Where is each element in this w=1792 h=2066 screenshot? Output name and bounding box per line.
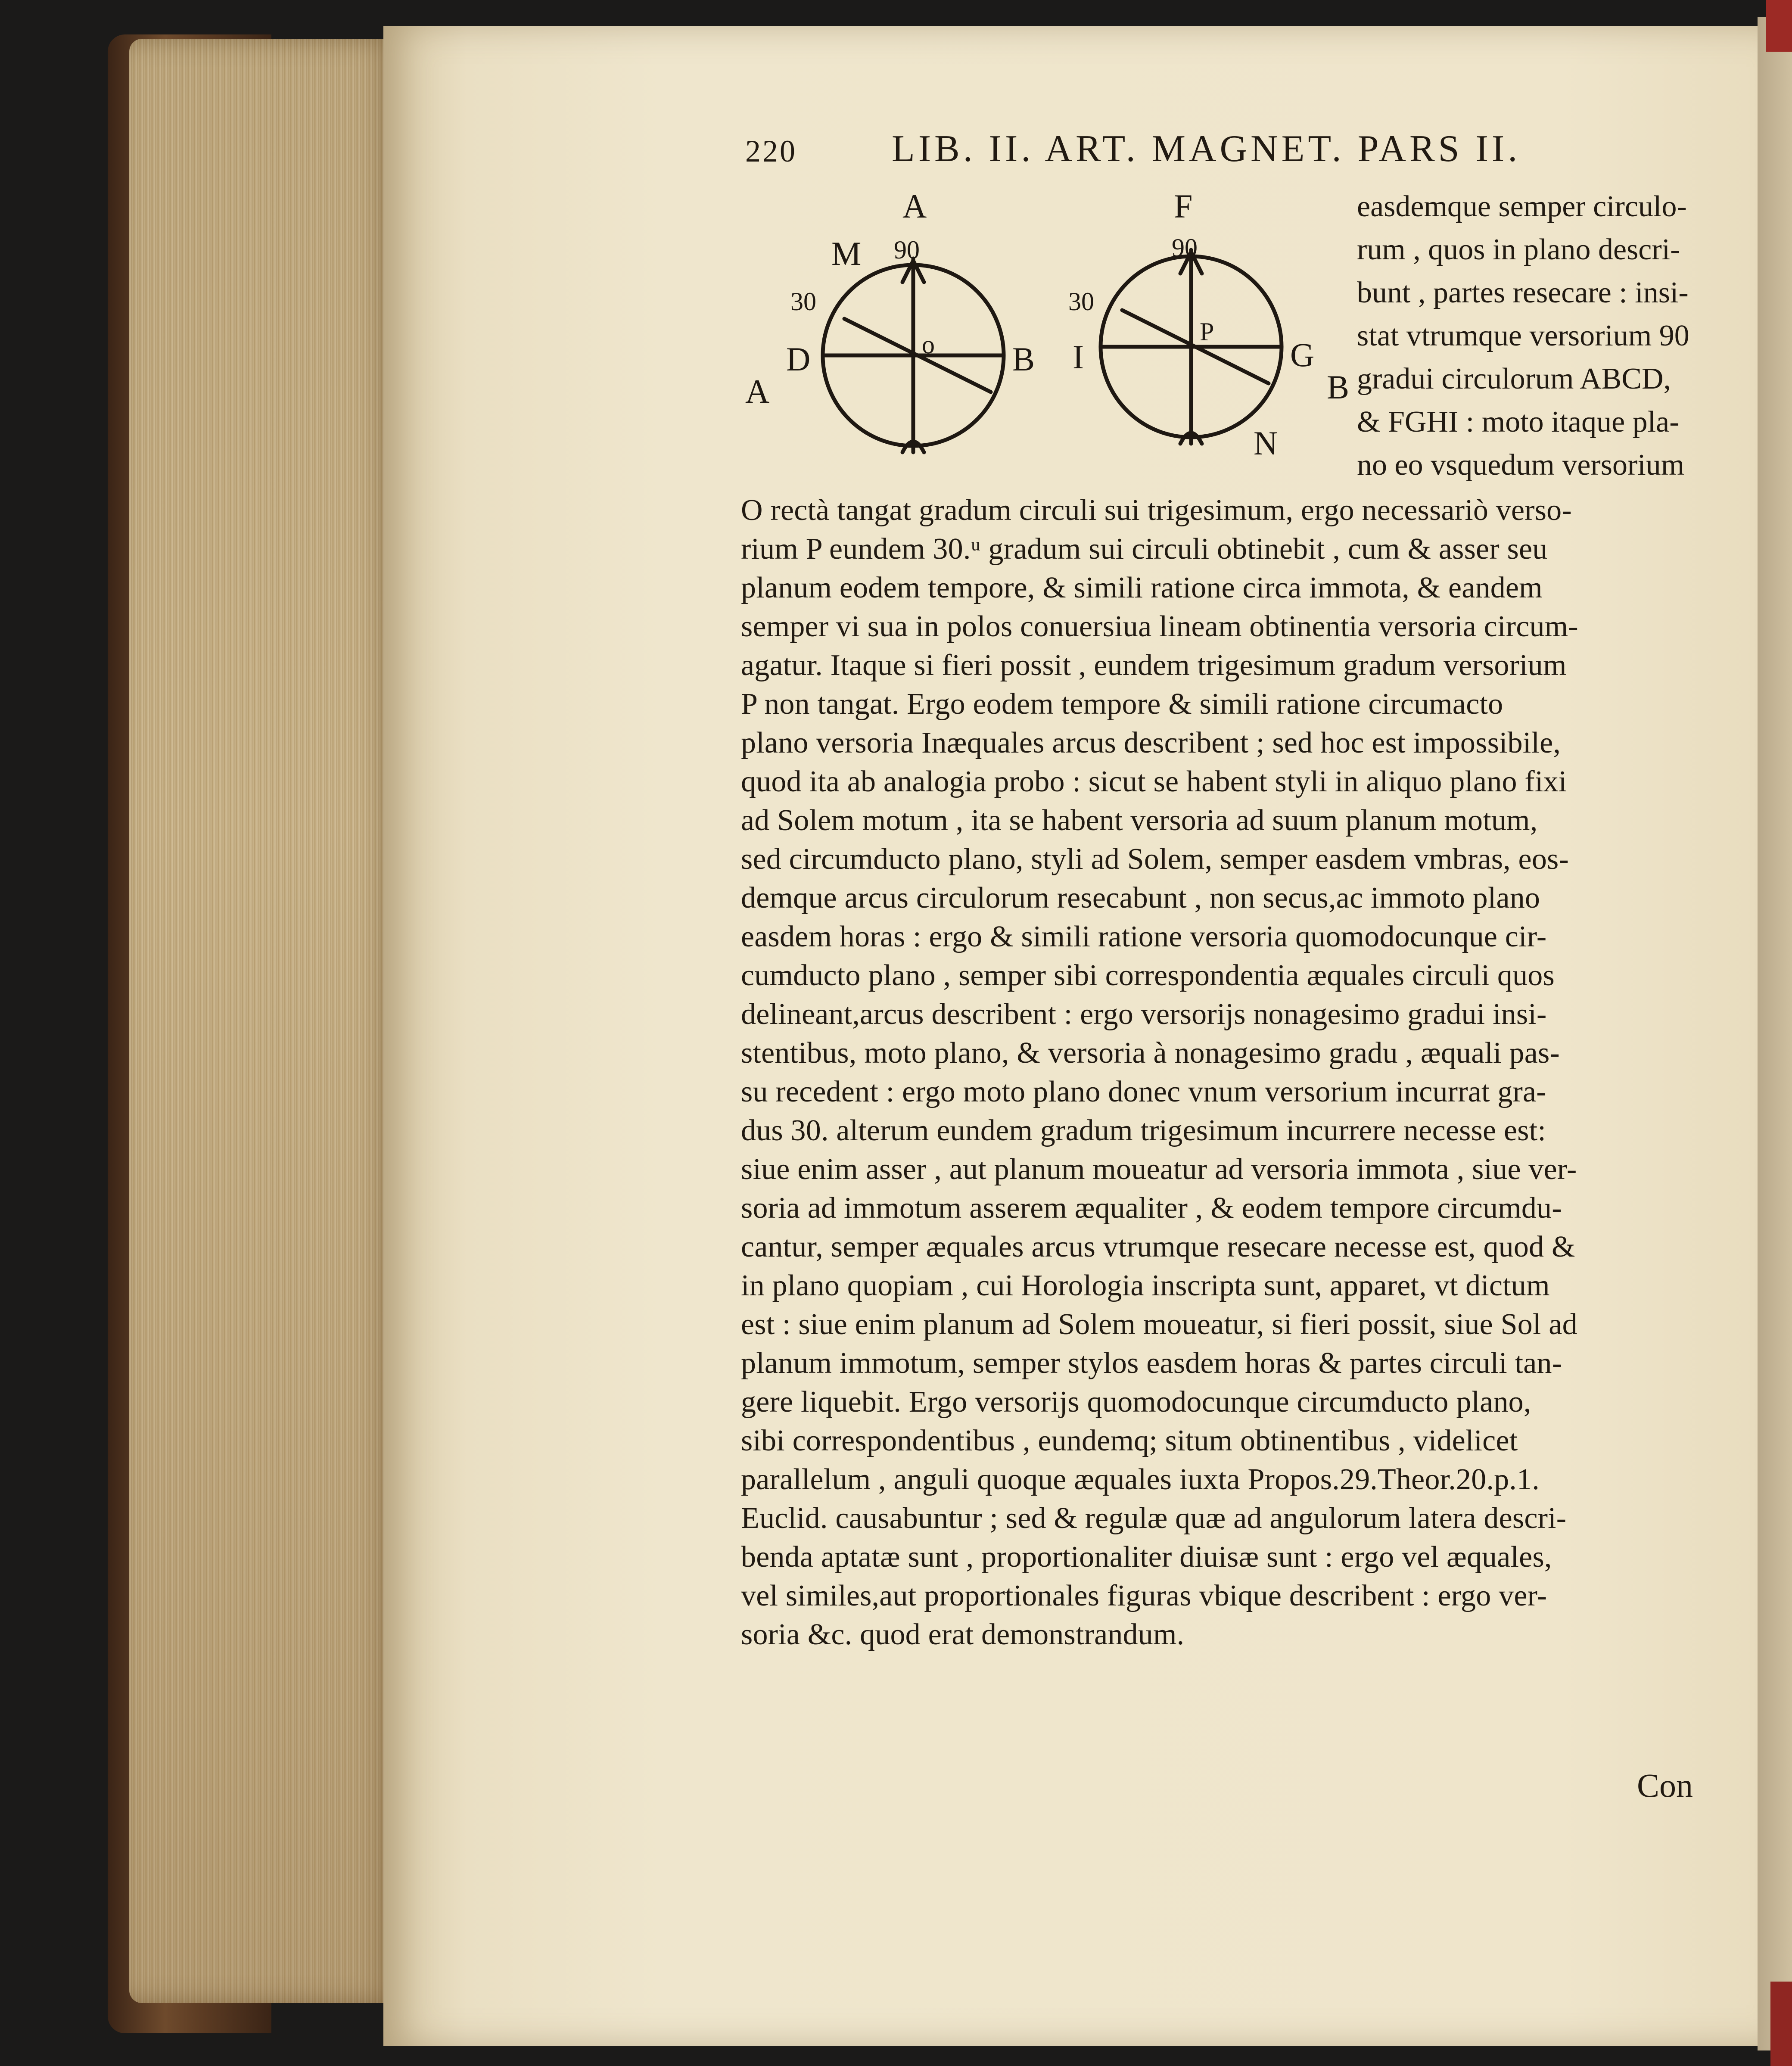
label-left-D: D [786, 340, 811, 378]
catchword: Con [1637, 1767, 1693, 1804]
body-line: ad Solem motum , ita se habent versoria ad suum planum motum, [741, 804, 1538, 837]
bookmark-ribbon [1766, 0, 1792, 52]
label-right-top-F: F [1174, 187, 1193, 225]
body-line: planum immotum, semper stylos easdem horas & partes circuli tan- [741, 1347, 1562, 1380]
label-right-G: G [1290, 336, 1315, 373]
page-edges-shading [129, 39, 396, 2003]
body-line: agatur. Itaque si fieri possit , eundem trigesimum gradum versorium [741, 649, 1567, 682]
label-right-N: N [1254, 424, 1278, 462]
label-left-30: 30 [790, 287, 816, 316]
side-text-line: gradui circulorum ABCD, [1357, 362, 1671, 395]
body-line: rium P eundem 30.ᵘ gradum sui circuli obtinebit , cum & asser seu [741, 532, 1548, 566]
bookmark-ribbon-bottom [1770, 1982, 1792, 2066]
side-text-line: bunt , partes resecare : insi- [1357, 276, 1689, 309]
label-left-center-o: o [922, 330, 935, 359]
label-right-30: 30 [1068, 287, 1094, 316]
body-line: P non tangat. Ergo eodem tempore & simili ratione circumacto [741, 688, 1503, 721]
compass-figure [706, 187, 1350, 491]
body-line: semper vi sua in polos conuersiua lineam obtinentia versoria circum- [741, 610, 1578, 643]
body-line: easdem horas : ergo & simili ratione versoria quomodocunque cir- [741, 920, 1547, 953]
label-right-center-P: P [1200, 317, 1214, 346]
body-line: Euclid. causabuntur ; sed & regulæ quæ ad angulorum latera descri- [741, 1502, 1567, 1535]
side-text-line: rum , quos in plano descri- [1357, 233, 1680, 266]
body-line: plano versoria Inæquales arcus describent ; sed hoc est impossibile, [741, 726, 1561, 759]
label-left-B: B [1012, 340, 1035, 378]
page-right-edge [1758, 17, 1792, 2050]
body-line: sibi correspondentibus , eundemq; situm obtinentibus , videlicet [741, 1424, 1518, 1457]
side-text-line: & FGHI : moto itaque pla- [1357, 405, 1680, 439]
label-right-outside-B: B [1327, 368, 1350, 406]
body-line: soria ad immotum asserem æqualiter , & eodem tempore circumdu- [741, 1192, 1562, 1225]
body-line: O rectà tangat gradum circuli sui trigesimum, ergo necessariò verso- [741, 494, 1572, 527]
label-left-M: M [831, 235, 862, 272]
body-line: delineant,arcus describent : ergo versorijs nonagesimo gradui insi- [741, 998, 1547, 1031]
body-line: su recedent : ergo moto plano donec vnum versorium incurrat gra- [741, 1075, 1546, 1108]
label-left-90: 90 [894, 236, 920, 264]
body-line: parallelum , anguli quoque æquales iuxta Propos.29.Theor.20.p.1. [741, 1463, 1540, 1496]
body-line: cantur, semper æquales arcus vtrumque resecare necesse est, quod & [741, 1230, 1575, 1263]
body-line: sed circumducto plano, styli ad Solem, semper easdem vmbras, eos- [741, 843, 1569, 876]
side-text-line: easdemque semper circulo- [1357, 190, 1687, 223]
body-line: vel similes,aut proportionales figuras vbique describent : ergo ver- [741, 1579, 1547, 1612]
label-left-outside-A: A [745, 373, 770, 410]
side-text-line: no eo vsquedum versorium [1357, 448, 1685, 482]
body-line: benda aptatæ sunt , proportionaliter diuisæ sunt : ergo vel æquales, [741, 1540, 1552, 1574]
body-line: demque arcus circulorum resecabunt , non secus,ac immoto plano [741, 881, 1540, 915]
body-line: cumducto plano , semper sibi correspondentia æquales circuli quos [741, 959, 1555, 992]
body-line: quod ita ab analogia probo : sicut se habent styli in aliquo plano fixi [741, 765, 1567, 798]
label-right-90: 90 [1172, 233, 1198, 262]
side-text-line: stat vtrumque versorium 90 [1357, 319, 1689, 352]
body-line: siue enim asser , aut planum moueatur ad versoria immota , siue ver- [741, 1153, 1577, 1186]
body-text [741, 491, 1732, 1654]
body-line: gere liquebit. Ergo versorijs quomodocunque circumducto plano, [741, 1385, 1531, 1419]
running-header: LIB. II. ART. MAGNET. PARS II. [892, 128, 1521, 170]
page-number: 220 [745, 134, 797, 168]
label-left-top-A: A [902, 187, 927, 225]
body-line: in plano quopiam , cui Horologia inscripta sunt, apparet, vt dictum [741, 1269, 1550, 1302]
body-line: soria &c. quod erat demonstrandum. [741, 1618, 1185, 1651]
body-line: planum eodem tempore, & simili ratione circa immota, & eandem [741, 571, 1543, 604]
body-line: est : siue enim planum ad Solem moueatur, si fieri possit, siue Sol ad [741, 1308, 1577, 1341]
body-line: dus 30. alterum eundem gradum trigesimum incurrere necesse est: [741, 1114, 1546, 1147]
label-right-I: I [1073, 338, 1084, 376]
body-line: stentibus, moto plano, & versoria à nonagesimo gradu , æquali pas- [741, 1036, 1560, 1070]
